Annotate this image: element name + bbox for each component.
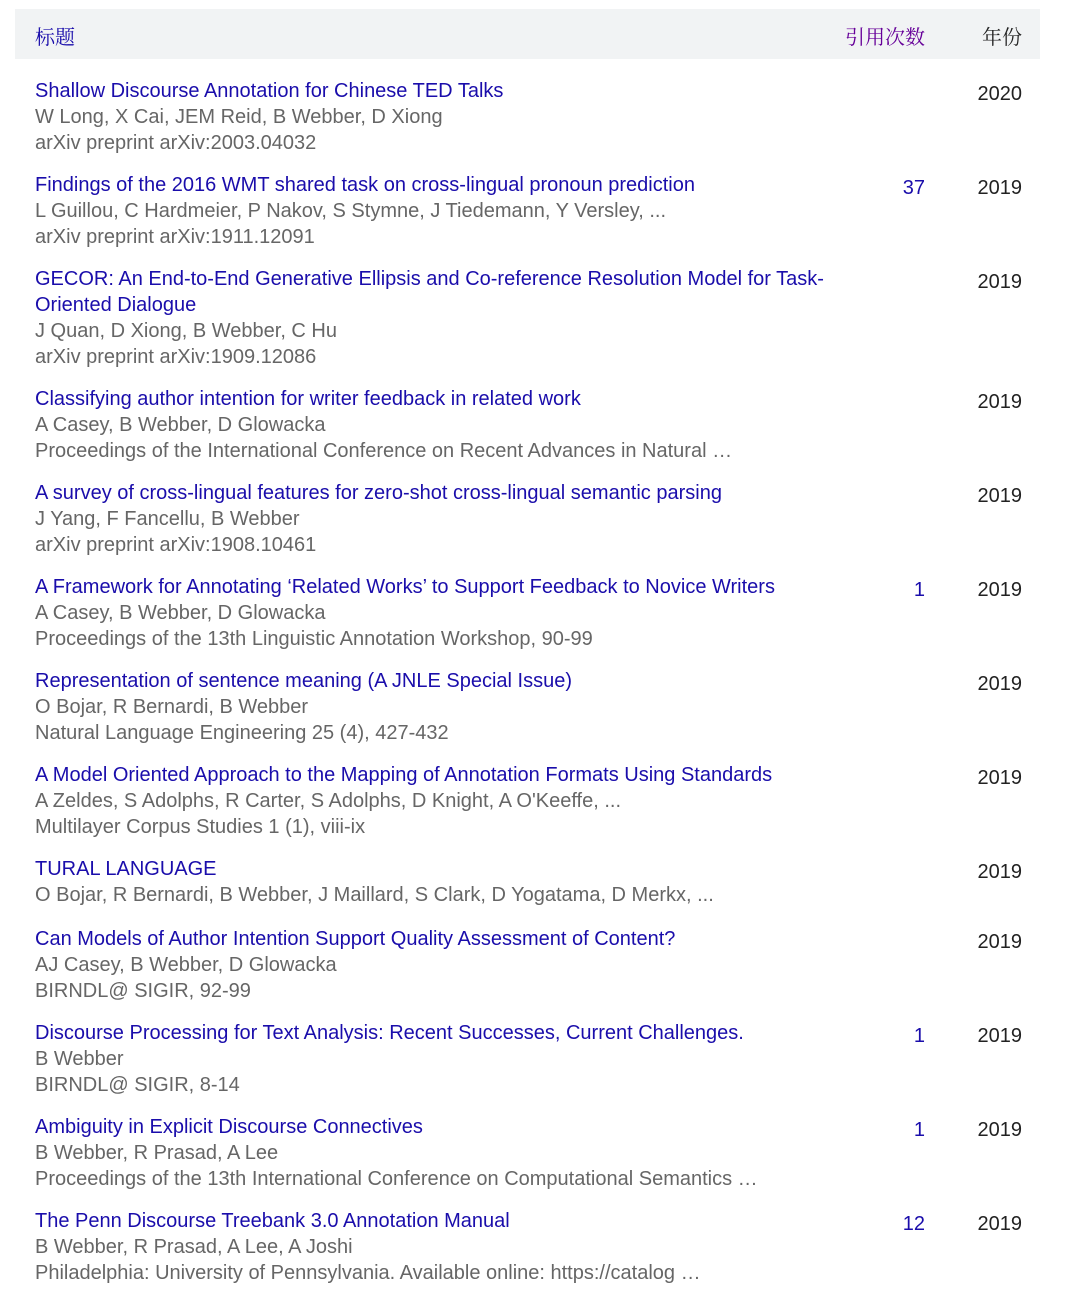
publication-title-link[interactable]: A Model Oriented Approach to the Mapping of Annotation Formats Using Standards [35, 764, 773, 786]
publication-year: 2019 [977, 1119, 1022, 1141]
row-text [35, 574, 875, 652]
publication-year: 2019 [977, 1213, 1022, 1235]
sort-by-cites-header[interactable]: 引用次数 [845, 27, 925, 49]
row-text [35, 856, 875, 908]
publication-authors: B Webber [35, 1048, 124, 1070]
row-text [35, 926, 875, 1004]
row-text [35, 1020, 875, 1098]
publication-venue: Natural Language Engineering 25 (4), 427-432 [35, 722, 449, 744]
publication-title-link[interactable]: Discourse Processing for Text Analysis: Recent Successes, Current Challenges. [35, 1022, 744, 1044]
row-text [35, 386, 875, 464]
publication-authors: O Bojar, R Bernardi, B Webber [35, 696, 309, 718]
publication-venue: Proceedings of the 13th Linguistic Annotation Workshop, 90-99 [35, 628, 593, 650]
publication-year: 2019 [977, 177, 1022, 199]
publication-venue: arXiv preprint arXiv:1908.10461 [35, 534, 317, 556]
publication-authors: L Guillou, C Hardmeier, P Nakov, S Stymne, J Tiedemann, Y Versley, ... [35, 200, 667, 222]
publication-title-link[interactable]: Can Models of Author Intention Support Quality Assessment of Content? [35, 928, 676, 950]
publication-authors: AJ Casey, B Webber, D Glowacka [35, 954, 337, 976]
publication-venue: BIRNDL@ SIGIR, 8-14 [35, 1074, 240, 1096]
publication-title-link[interactable]: Findings of the 2016 WMT shared task on cross-lingual pronoun prediction [35, 174, 695, 196]
publication-year: 2019 [977, 931, 1022, 953]
sort-by-year-header[interactable]: 年份 [982, 27, 1022, 49]
publication-authors: A Casey, B Webber, D Glowacka [35, 414, 326, 436]
publication-title-link[interactable]: A Framework for Annotating ‘Related Works’ to Support Feedback to Novice Writers [35, 576, 775, 598]
cited-by-count-link[interactable]: 12 [902, 1213, 925, 1235]
publication-year: 2020 [977, 83, 1022, 105]
publication-year: 2019 [977, 767, 1022, 789]
row-text [35, 1208, 875, 1286]
publication-title-link[interactable]: TURAL LANGUAGE [35, 858, 217, 880]
row-text [35, 480, 875, 558]
publication-year: 2019 [977, 861, 1022, 883]
cited-by-count-link[interactable]: 1 [913, 579, 925, 601]
publication-authors: A Zeldes, S Adolphs, R Carter, S Adolphs, D Knight, A O'Keeffe, ... [35, 790, 622, 812]
publication-year: 2019 [977, 271, 1022, 293]
cited-by-count-link[interactable]: 1 [913, 1119, 925, 1141]
publication-year: 2019 [977, 579, 1022, 601]
publication-venue: Philadelphia: University of Pennsylvania. Available online: https://catalog … [35, 1262, 701, 1284]
publication-authors: B Webber, R Prasad, A Lee [35, 1142, 279, 1164]
row-text [35, 172, 875, 250]
publication-title-link[interactable]: GECOR: An End-to-End Generative Ellipsis and Co-reference Resolution Model for Task-Oriented Dialogue [35, 268, 824, 316]
publication-authors: O Bojar, R Bernardi, B Webber, J Maillard, S Clark, D Yogatama, D Merkx, ... [35, 884, 714, 906]
row-text [35, 668, 875, 746]
publication-title-link[interactable]: Shallow Discourse Annotation for Chinese TED Talks [35, 80, 504, 102]
publication-year: 2019 [977, 391, 1022, 413]
publication-authors: W Long, X Cai, JEM Reid, B Webber, D Xiong [35, 106, 443, 128]
publication-venue: Proceedings of the International Conference on Recent Advances in Natural … [35, 440, 733, 462]
publication-authors: A Casey, B Webber, D Glowacka [35, 602, 326, 624]
cited-by-count-link[interactable]: 37 [902, 177, 925, 199]
cited-by-count-link[interactable]: 1 [913, 1025, 925, 1047]
publications-table [15, 9, 1040, 59]
publication-title-link[interactable]: The Penn Discourse Treebank 3.0 Annotation Manual [35, 1210, 510, 1232]
publication-title-link[interactable]: Representation of sentence meaning (A JNLE Special Issue) [35, 670, 572, 692]
publication-venue: Proceedings of the 13th International Conference on Computational Semantics … [35, 1168, 758, 1190]
publication-venue: Multilayer Corpus Studies 1 (1), viii-ix [35, 816, 366, 838]
row-text [35, 762, 875, 840]
row-text [35, 1114, 875, 1192]
publication-venue: BIRNDL@ SIGIR, 92-99 [35, 980, 251, 1002]
table-header [15, 9, 1040, 59]
publication-venue: arXiv preprint arXiv:1909.12086 [35, 346, 317, 368]
publication-year: 2019 [977, 485, 1022, 507]
publication-title-link[interactable]: Ambiguity in Explicit Discourse Connectives [35, 1116, 423, 1138]
publication-authors: J Quan, D Xiong, B Webber, C Hu [35, 320, 338, 342]
sort-by-title-header[interactable]: 标题 [35, 27, 75, 49]
publication-year: 2019 [977, 1025, 1022, 1047]
publication-year: 2019 [977, 673, 1022, 695]
publication-venue: arXiv preprint arXiv:1911.12091 [35, 226, 315, 248]
publication-venue: arXiv preprint arXiv:2003.04032 [35, 132, 317, 154]
publication-title-link[interactable]: A survey of cross-lingual features for zero-shot cross-lingual semantic parsing [35, 482, 722, 504]
row-text [35, 78, 875, 156]
publication-authors: B Webber, R Prasad, A Lee, A Joshi [35, 1236, 353, 1258]
publication-title-link[interactable]: Classifying author intention for writer feedback in related work [35, 388, 581, 410]
row-text [35, 266, 875, 370]
publication-authors: J Yang, F Fancellu, B Webber [35, 508, 300, 530]
